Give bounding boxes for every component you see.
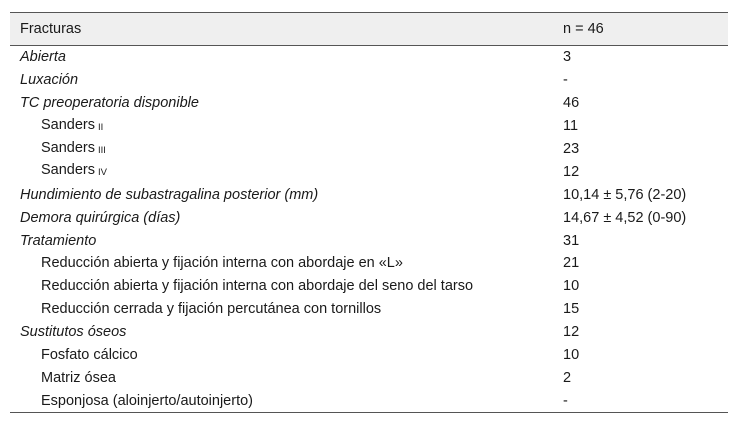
row-value: 10,14 ± 5,76 (2-20) [563,186,687,203]
row-label: Esponjosa (aloinjerto/autoinjerto) [10,389,553,412]
table-row [10,92,728,115]
table-row [10,389,728,412]
row-label: Reducción abierta y fijación interna con abordaje del seno del tarso [41,278,474,295]
row-value: 12 [563,163,580,180]
row-label-subscript: II [98,121,104,133]
table-row [10,160,728,183]
row-label: Sanders [41,139,96,156]
fractures-table [10,12,728,413]
table-row [10,229,728,252]
table-row [10,206,728,229]
row-value: 15 [563,301,580,318]
row-value: 21 [563,255,580,272]
row-label: TC preoperatoria disponible [20,95,199,112]
row-label: Sanders [41,162,96,179]
header-label: Fracturas [10,13,553,46]
row-value: 10 [563,347,580,364]
header-value: n = 46 [553,13,728,46]
row-label: Tratamiento [20,232,97,249]
row-label-cell [10,115,553,138]
table-row [10,138,728,161]
fractures-table-container [10,12,728,413]
row-label: Fosfato cálcico [41,347,138,364]
row-label: Abierta [20,49,66,66]
row-label: Matriz ósea [41,369,116,386]
row-label: Reducción cerrada y fijación percutánea con tornillos [41,301,382,318]
table-row [10,69,728,92]
row-value: - [553,389,728,412]
row-label: Hundimiento de subastragalina posterior (mm) [20,186,319,203]
row-value: 14,67 ± 4,52 (0-90) [563,209,687,226]
row-label-subscript: IV [98,167,107,179]
row-value: 10 [563,278,580,295]
row-value: 46 [563,95,580,112]
table-header-row [10,13,728,46]
table-row [10,275,728,298]
row-value: 31 [563,232,580,249]
row-value: 12 [563,324,580,341]
row-value: - [563,72,568,89]
table-row [10,321,728,344]
table-row [10,298,728,321]
table-row [10,252,728,275]
row-label: Demora quirúrgica (días) [20,209,181,226]
table-row [10,115,728,138]
row-label: Sanders [41,116,96,133]
row-label: Luxación [20,72,79,89]
row-value: 23 [563,141,580,157]
table-row [10,344,728,367]
table-row [10,46,728,69]
row-value: 3 [563,49,572,66]
row-label-subscript: III [98,144,106,156]
row-label-cell [10,160,553,183]
row-label: Sustitutos óseos [20,324,127,341]
table-row [10,183,728,206]
row-label: Reducción abierta y fijación interna con abordaje en «L» [41,255,403,272]
row-value: 11 [563,118,579,135]
row-label-cell [10,138,553,161]
row-value: 2 [563,369,572,386]
table-row [10,366,728,389]
